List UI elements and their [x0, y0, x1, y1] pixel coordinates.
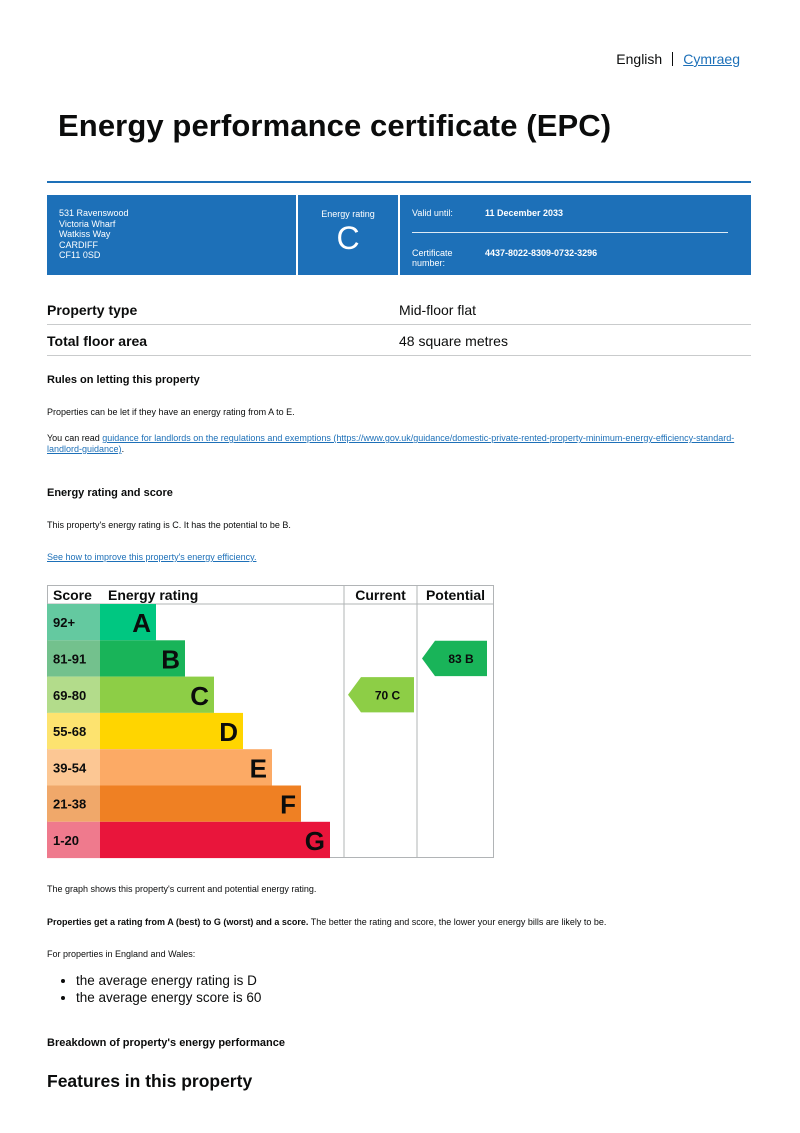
address-lines [59, 208, 129, 261]
rating-explanation-rest: The better the rating and score, the lower your energy bills are likely to be. [308, 917, 607, 927]
language-switcher [616, 50, 740, 68]
rules-read-prefix: You can read [47, 433, 103, 443]
address-box [47, 195, 296, 275]
page-title: Energy performance certificate (EPC) [58, 108, 612, 143]
language-separator [672, 52, 673, 66]
summary-value: 48 square metres [399, 333, 508, 349]
current-rating-label: 70 C [374, 688, 401, 703]
energy-rating-chart [47, 585, 494, 858]
guidance-link[interactable]: guidance for landlords on the regulations and exemptions (https://www.gov.uk/guidance/domestic-private-rented-property-minimum-energy-efficiency-standard- [102, 433, 735, 443]
energy-rating-letter: C [336, 220, 360, 256]
energy-rating-graph [47, 585, 494, 858]
certificate-info-box [400, 195, 751, 275]
regions-text: For properties in England and Wales: [47, 949, 196, 959]
rating-bar-f [100, 786, 301, 822]
list-item: • the average energy score is 60 [76, 990, 261, 1007]
rules-read-suffix: . [121, 444, 125, 454]
average-list [47, 973, 261, 1006]
rules-text: Properties can be let if they have an energy rating from A to E. [47, 407, 295, 417]
address-line: CF11 0SD [59, 250, 101, 260]
guidance-link-cont[interactable]: landlord-guidance) [47, 444, 122, 454]
language-link-welsh[interactable]: Cymraeg [683, 51, 740, 67]
graph-note: The graph shows this property's current and potential energy rating. [47, 884, 317, 894]
score-label: 1-20 [53, 832, 80, 848]
info-divider [412, 232, 728, 233]
valid-until-value: 11 December 2033 [485, 208, 564, 218]
chart-header-current: Current [355, 587, 406, 603]
summary-label: Total floor area [47, 333, 148, 349]
list-item: • the average energy rating is D [76, 973, 261, 990]
energy-rating-label: Energy rating [321, 209, 375, 219]
score-label: 55-68 [53, 724, 87, 740]
chart-header-score: Score [53, 587, 92, 603]
address-line: Watkiss Way [59, 229, 111, 239]
chart-header-potential: Potential [425, 587, 486, 603]
score-label: 92+ [53, 615, 76, 631]
rating-letter: D [219, 717, 238, 748]
rating-bar-g [100, 822, 330, 858]
rating-letter: G [304, 825, 325, 856]
summary-label: Property type [47, 302, 138, 318]
chart-header-rating: Energy rating [108, 587, 199, 603]
score-label: 39-54 [53, 760, 87, 776]
rating-letter: C [190, 680, 209, 711]
summary-row-floor-area [47, 325, 751, 356]
rating-explanation-bold: Properties get a rating from A (best) to G (worst) and a score. [47, 917, 309, 927]
rating-letter: E [249, 753, 267, 784]
energy-text: This property's energy rating is C. It has the potential to be B. [47, 520, 291, 530]
certificate-number-value: 4437-8022-8309-0732-3296 [485, 248, 598, 258]
breakdown-heading: Breakdown of property's energy performance [47, 1037, 285, 1049]
energy-heading: Energy rating and score [47, 487, 173, 499]
address-line: CARDIFF [59, 239, 98, 250]
address-line: Victoria Wharf [59, 218, 116, 229]
language-current: English [616, 51, 663, 67]
features-heading: Features in this property [47, 1071, 253, 1091]
rating-letter: F [280, 789, 296, 820]
address-line: 531 Ravenswood [59, 208, 129, 218]
rating-letter: B [161, 644, 180, 675]
title-divider [47, 181, 751, 183]
rating-letter: A [132, 608, 151, 639]
rules-guidance-paragraph [47, 433, 737, 455]
certificate-number-label-1: Certificate [412, 248, 453, 258]
rating-explanation [47, 917, 606, 927]
score-label: 81-91 [53, 651, 87, 667]
improve-efficiency-link[interactable]: See how to improve this property's energy efficiency. [47, 552, 257, 562]
summary-value: Mid-floor flat [399, 302, 477, 318]
score-label: 69-80 [53, 687, 87, 703]
rating-bar-e [100, 749, 272, 785]
score-label: 21-38 [53, 796, 87, 812]
energy-rating-box [298, 195, 398, 275]
rules-heading: Rules on letting this property [47, 374, 200, 386]
valid-until-label: Valid until: [412, 208, 453, 218]
certificate-number-label-2: number: [412, 258, 446, 268]
summary-row-property-type [47, 294, 751, 325]
potential-rating-label: 83 B [448, 651, 474, 666]
